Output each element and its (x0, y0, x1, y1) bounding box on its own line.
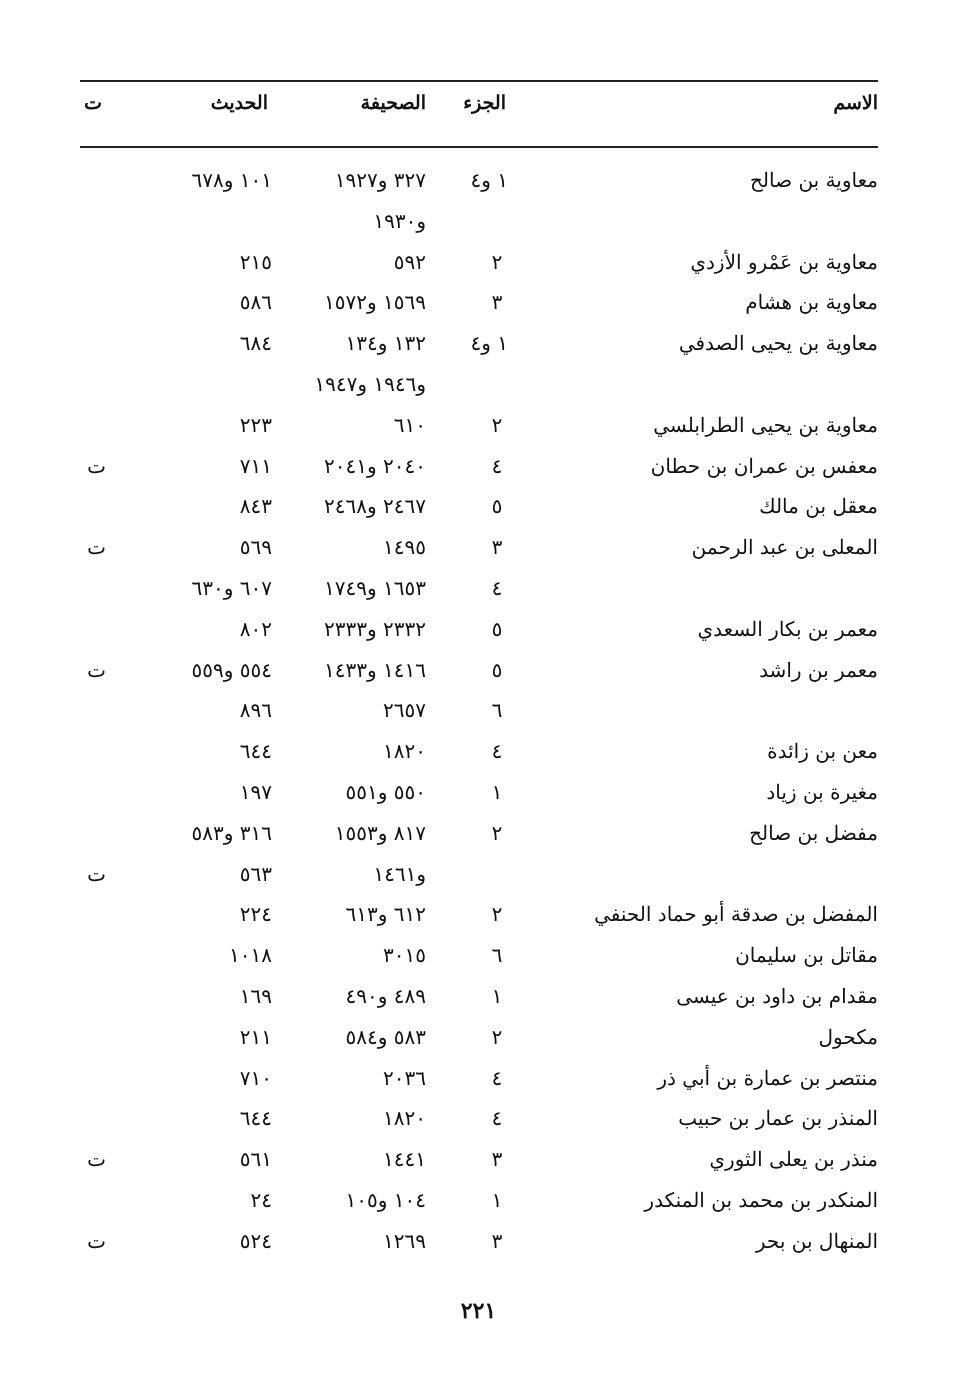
row-page: ٥٨٣ و٥٨٤ (345, 1024, 426, 1049)
table-row (80, 201, 878, 242)
row-page: ٢٠٣٦ (383, 1065, 426, 1090)
row-name: معاوية بن هشام (745, 290, 878, 315)
row-name: مقاتل بن سليمان (735, 943, 878, 968)
row-hadith: ١٦٩ (239, 983, 272, 1008)
row-volume: ١ (491, 983, 503, 1008)
table-row (80, 650, 878, 691)
row-hadith: ٦٠٧ و٦٣٠ (191, 575, 272, 600)
row-page: ٥٥٠ و٥٥١ (345, 779, 426, 804)
table-row (80, 935, 878, 976)
table-row (80, 242, 878, 283)
row-volume: ٦ (491, 943, 503, 968)
row-name: مفضل بن صالح (749, 820, 878, 845)
row-volume: ٣ (491, 1228, 503, 1253)
table-row (80, 446, 878, 487)
table-row (80, 1058, 878, 1099)
row-volume: ٢ (491, 1024, 503, 1049)
header-name: الاسم (833, 92, 878, 114)
row-volume: ١ و٤ (470, 331, 508, 356)
table-row (80, 976, 878, 1017)
table-row (80, 894, 878, 935)
row-volume: ٤ (491, 1106, 503, 1131)
row-hadith: ٢١٥ (239, 249, 272, 274)
row-volume: ٢ (491, 902, 503, 927)
row-volume: ١ (491, 1187, 503, 1212)
row-hadith: ٨٤٣ (239, 494, 272, 519)
row-hadith: ٢٢٣ (239, 412, 272, 437)
table-row (80, 854, 878, 895)
row-volume: ٢ (491, 249, 503, 274)
table-row (80, 1017, 878, 1058)
row-page: ٤٨٩ و٤٩٠ (345, 983, 426, 1008)
row-page: ٨١٧ و١٥٥٣ (334, 820, 426, 845)
row-page: ٢٦٥٧ (383, 698, 426, 723)
row-hadith: ٥٦٣ (239, 861, 272, 886)
row-hadith: ٢٤ (250, 1187, 272, 1212)
row-hadith: ٥٦١ (239, 1147, 272, 1172)
row-hadith: ١٠١٨ (229, 943, 272, 968)
table-row (80, 813, 878, 854)
row-volume: ٦ (491, 698, 503, 723)
row-name: المنذر بن عمار بن حبيب (678, 1106, 878, 1131)
table-row (80, 323, 878, 364)
row-volume: ٢ (491, 412, 503, 437)
row-hadith: ٦٨٤ (239, 331, 272, 356)
table-row (80, 568, 878, 609)
table-row (80, 405, 878, 446)
row-page: و١٤٦١ (373, 861, 426, 886)
row-page: ٢٤٦٧ و٢٤٦٨ (324, 494, 426, 519)
row-volume: ٣ (491, 1147, 503, 1172)
row-page: ٢٣٣٢ و٢٣٣٣ (324, 616, 426, 641)
table-row (80, 1139, 878, 1180)
table-header (80, 92, 878, 132)
row-page: و١٩٣٠ (373, 208, 426, 233)
row-page: ١٥٦٩ و١٥٧٢ (324, 290, 426, 315)
row-name: معاوية بن يحيى الطرابلسي (653, 412, 878, 437)
table-row (80, 1098, 878, 1139)
row-page: ١٣٢ و١٣٤ (345, 331, 426, 356)
row-page: و١٩٤٦ و١٩٤٧ (314, 371, 426, 396)
row-page: ١٤٩٥ (383, 535, 426, 560)
row-hadith: ٢٢٤ (239, 902, 272, 927)
row-volume: ٤ (491, 453, 503, 478)
row-page: ٢٠٤٠ و٢٠٤١ (324, 453, 426, 478)
row-name: مكحول (818, 1024, 878, 1049)
row-page: ٦١٢ و٦١٣ (345, 902, 426, 927)
row-t: ت (87, 1147, 106, 1172)
row-volume: ٣ (491, 535, 503, 560)
header-page: الصحيفة (360, 92, 426, 114)
row-t: ت (87, 535, 106, 560)
row-hadith: ١٩٧ (239, 779, 272, 804)
row-hadith: ٦٤٤ (239, 739, 272, 764)
row-hadith: ٢١١ (239, 1024, 272, 1049)
row-volume: ١ (491, 779, 503, 804)
row-name: معاوية بن عَمْرو الأزدي (690, 249, 878, 274)
row-page: ١٤١٦ و١٤٣٣ (324, 657, 426, 682)
row-volume: ٤ (491, 575, 503, 600)
row-hadith: ٣١٦ و٥٨٣ (191, 820, 272, 845)
table-row (80, 690, 878, 731)
table-row (80, 160, 878, 201)
row-name: معفس بن عمران بن حطان (650, 453, 878, 478)
row-name: معن بن زائدة (767, 739, 878, 764)
top-rule (80, 80, 878, 82)
row-name: معقل بن مالك (759, 494, 878, 519)
row-name: معاوية بن صالح (750, 168, 878, 192)
row-page: ٥٩٢ (393, 249, 426, 274)
row-name: المنهال بن بحر (755, 1228, 878, 1253)
row-name: معاوية بن يحيى الصدفي (678, 331, 878, 356)
row-volume: ٤ (491, 739, 503, 764)
row-volume: ٥ (491, 494, 503, 519)
header-volume: الجزء (463, 92, 506, 114)
row-page: ١٢٦٩ (383, 1228, 426, 1253)
row-volume: ٣ (491, 290, 503, 315)
page-number: ٢٢١ (460, 1298, 497, 1324)
row-hadith: ٧١١ (239, 453, 272, 478)
row-name: معمر بن بكار السعدي (697, 616, 878, 641)
row-page: ١٤٤١ (383, 1147, 426, 1172)
row-volume: ٤ (491, 1065, 503, 1090)
row-name: المفضل بن صدقة أبو حماد الحنفي (594, 902, 878, 927)
row-name: المعلى بن عبد الرحمن (691, 535, 878, 560)
row-hadith: ٨٠٢ (239, 616, 272, 641)
row-name: مقدام بن داود بن عيسى (676, 983, 878, 1008)
table-row (80, 527, 878, 568)
table-row (80, 364, 878, 405)
row-page: ٣٢٧ و١٩٢٧ (334, 168, 426, 192)
row-hadith: ٥٢٤ (239, 1228, 272, 1253)
table-row (80, 1221, 878, 1262)
table-row (80, 486, 878, 527)
table-row (80, 1180, 878, 1221)
table-row (80, 282, 878, 323)
row-t: ت (87, 861, 106, 886)
row-page: ٣٠١٥ (383, 943, 426, 968)
table-row (80, 772, 878, 813)
table-row (80, 609, 878, 650)
row-hadith: ٨٩٦ (239, 698, 272, 723)
row-page: ٦١٠ (393, 412, 426, 437)
index-table (80, 160, 878, 1262)
table-row (80, 731, 878, 772)
row-page: ١٨٢٠ (383, 1106, 426, 1131)
header-hadith: الحديث (210, 92, 268, 114)
row-page: ١٨٢٠ (383, 739, 426, 764)
row-name: معمر بن راشد (759, 657, 878, 682)
row-t: ت (87, 453, 106, 478)
row-t: ت (87, 657, 106, 682)
row-hadith: ٦٤٤ (239, 1106, 272, 1131)
row-t: ت (87, 1228, 106, 1253)
row-page: ١٠٤ و١٠٥ (345, 1187, 426, 1212)
row-volume: ٥ (491, 657, 503, 682)
row-hadith: ٥٨٦ (239, 290, 272, 315)
row-name: المنكدر بن محمد بن المنكدر (644, 1187, 878, 1212)
row-page: ١٦٥٣ و١٧٤٩ (324, 575, 426, 600)
row-hadith: ٧١٠ (239, 1065, 272, 1090)
row-volume: ١ و٤ (470, 168, 508, 192)
row-volume: ٥ (491, 616, 503, 641)
header-t: ت (84, 92, 102, 114)
header-rule (80, 146, 878, 148)
row-hadith: ٥٦٩ (239, 535, 272, 560)
row-volume: ٢ (491, 820, 503, 845)
row-name: مغيرة بن زياد (766, 779, 878, 804)
row-name: منذر بن يعلى الثوري (709, 1147, 878, 1172)
row-name: منتصر بن عمارة بن أبي ذر (657, 1065, 878, 1090)
row-hadith: ٥٥٤ و٥٥٩ (191, 657, 272, 682)
row-hadith: ١٠١ و٦٧٨ (191, 168, 272, 192)
